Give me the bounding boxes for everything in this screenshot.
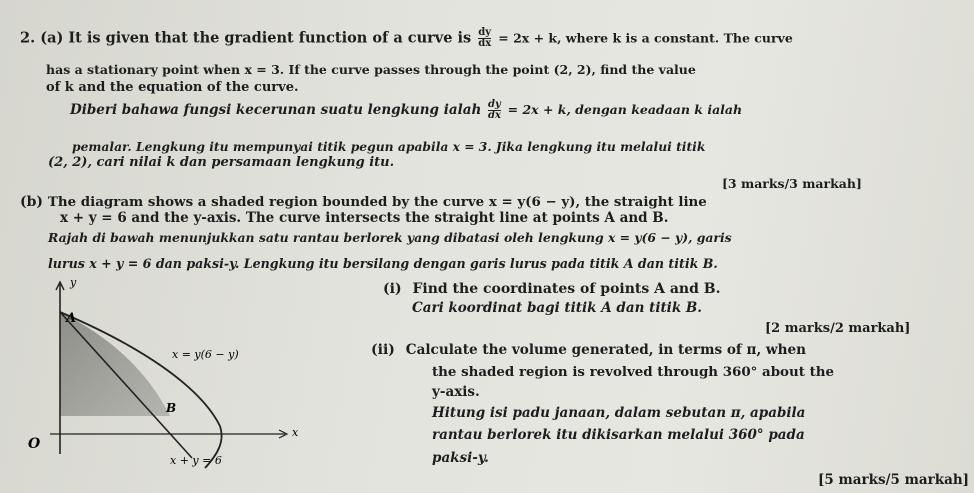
sub-ii-ms-line2: rantau berlorek itu dikisarkan melalui 360° pada: [432, 427, 805, 443]
y-axis-label: y: [70, 276, 77, 289]
sub-ii-label: (ii): [371, 342, 395, 358]
frac-numerator-ms: dy: [488, 99, 501, 110]
frac-denominator-ms: dx: [487, 110, 501, 121]
sub-i-marks: [2 marks/2 markah]: [765, 321, 911, 336]
sub-i-ms: Cari koordinat bagi titik A dan titik B.: [412, 300, 702, 316]
dy-dx-fraction: [478, 28, 491, 49]
part-a-marks: [3 marks/3 markah]: [722, 176, 862, 191]
dy-dx-fraction-ms: [488, 100, 501, 121]
part-a-en-text1-post: = 2x + k, where k is a constant. The curve: [498, 30, 793, 46]
frac-denominator: dx: [478, 38, 492, 49]
question-a-line1: [20, 28, 793, 49]
sub-ii-marks: [5 marks/5 markah]: [818, 472, 970, 488]
frac-numerator: dy: [478, 27, 492, 38]
question-a-line3: of k and the equation of the curve.: [46, 80, 299, 95]
question-a-ms-line3: (2, 2), cari nilai k dan persamaan lengkung itu.: [48, 155, 395, 170]
sub-ii-ms-line1: Hitung isi padu janaan, dalam sebutan π, apabila: [432, 405, 806, 421]
sub-i-label: (i): [383, 281, 402, 297]
point-b-label: B: [166, 401, 177, 415]
sub-ii-en-line3: y-axis.: [432, 384, 480, 400]
shaded-region-diagram: [20, 276, 350, 486]
question-b-ms-line1: Rajah di bawah menunjukkan satu rantau berlorek yang dibatasi oleh lengkung x = y(6 − y), garis: [48, 230, 732, 245]
question-b-line2: x + y = 6 and the y-axis. The curve intersects the straight line at points A and B.: [60, 210, 669, 226]
curve-label: x = y(6 − y): [172, 348, 239, 361]
question-a-ms-line1: [70, 100, 742, 121]
sub-ii-en-line1: [371, 342, 806, 358]
part-a-en-text1: It is given that the gradient function of a curve is: [68, 29, 472, 47]
sub-ii-en-line2: the shaded region is revolved through 360° about the: [432, 364, 835, 380]
part-b-en-text1: The diagram shows a shaded region bounded by the curve x = y(6 − y), the straight line: [47, 194, 707, 210]
part-a-label: (a): [40, 29, 64, 47]
part-b-label: (b): [20, 194, 44, 210]
part-a-ms-text1: Diberi bahawa fungsi kecerunan suatu lengkung ialah: [70, 102, 482, 118]
sub-i-en-text: Find the coordinates of points A and B.: [412, 281, 721, 297]
sub-ii-en-text1: Calculate the volume generated, in terms of π, when: [405, 342, 807, 358]
x-axis-label: x: [292, 426, 299, 439]
question-b-ms-line2: lurus x + y = 6 dan paksi-y. Lengkung itu bersilang dengan garis lurus pada titik A dan titik B.: [48, 256, 718, 271]
question-number: 2.: [20, 29, 36, 47]
part-a-ms-text1-post: = 2x + k, dengan keadaan k ialah: [507, 102, 743, 117]
sub-ii-ms-line3: paksi-y.: [432, 450, 489, 466]
question-a-line2: has a stationary point when x = 3. If the curve passes through the point (2, 2), find the value: [46, 62, 696, 77]
origin-label: O: [28, 436, 41, 452]
question-a-ms-line2: pemalar. Lengkung itu mempunyai titik pegun apabila x = 3. Jika lengkung itu melalui titik: [72, 139, 706, 154]
sub-i-en: [383, 281, 720, 297]
line-label: x + y = 6: [170, 454, 222, 467]
point-a-label: A: [66, 311, 77, 326]
question-b-line1: [20, 194, 707, 210]
shaded-region: [60, 312, 170, 416]
